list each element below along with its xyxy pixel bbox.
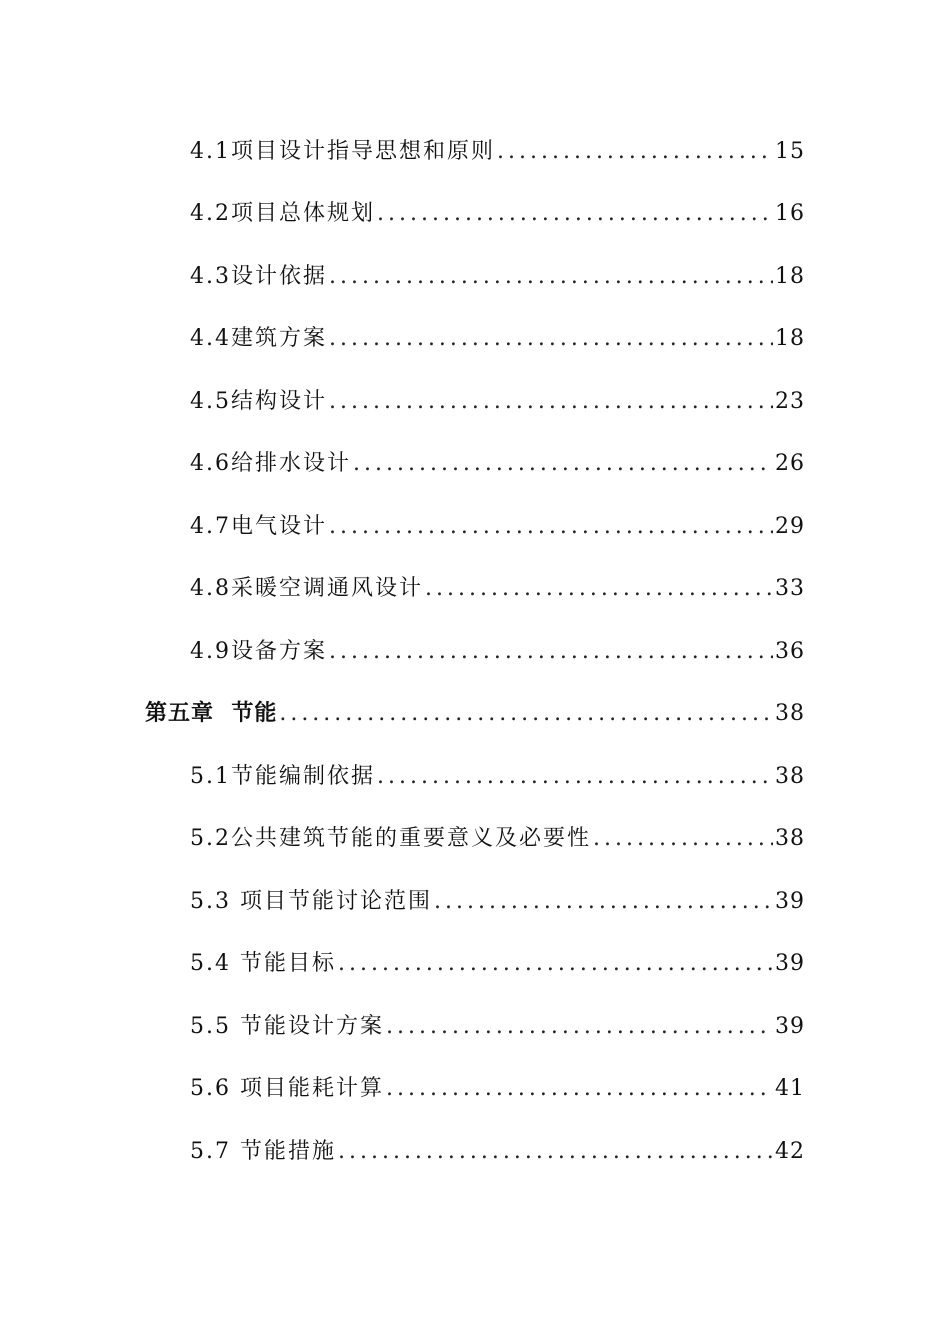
dot-leader xyxy=(329,326,773,351)
toc-entry-5-1[interactable] xyxy=(0,743,950,806)
toc-entry-line xyxy=(190,1134,805,1165)
toc-entry-line xyxy=(190,509,805,540)
toc-entry-4-4[interactable] xyxy=(0,306,950,369)
dot-leader xyxy=(338,1139,773,1164)
toc-entry-label: 5.6 项目能耗计算 xyxy=(190,1076,384,1102)
toc-page-number: 15 xyxy=(775,138,805,164)
toc-entry-5-7[interactable] xyxy=(0,1118,950,1181)
toc-entry-line xyxy=(190,1071,805,1102)
toc-page-number: 39 xyxy=(775,951,805,977)
toc-page-number: 38 xyxy=(775,763,805,789)
toc-entry-label: 5.3 项目节能讨论范围 xyxy=(190,888,432,914)
toc-entry-label: 5.2公共建筑节能的重要意义及必要性 xyxy=(190,826,591,852)
toc-page-number: 39 xyxy=(775,888,805,914)
toc-entry-label: 4.3设计依据 xyxy=(190,263,327,289)
toc-entry-5-3[interactable] xyxy=(0,868,950,931)
dot-leader xyxy=(338,951,773,976)
dot-leader xyxy=(329,514,773,539)
toc-entry-label: 4.5结构设计 xyxy=(190,388,327,414)
toc-page-number: 38 xyxy=(775,701,805,727)
toc-entry-4-9[interactable] xyxy=(0,618,950,681)
toc-entry-line xyxy=(190,1009,805,1040)
toc-entry-line xyxy=(190,134,805,165)
toc-entry-label: 4.9设备方案 xyxy=(190,638,327,664)
toc-entry-line xyxy=(190,571,805,602)
toc-entry-label: 4.6给排水设计 xyxy=(190,451,351,477)
toc-page-number: 18 xyxy=(775,326,805,352)
dot-leader xyxy=(497,139,773,164)
toc-entry-label: 5.5 节能设计方案 xyxy=(190,1013,384,1039)
toc-page-number: 41 xyxy=(775,1076,805,1102)
toc-entry-4-3[interactable] xyxy=(0,243,950,306)
toc-entry-label: 5.4 节能目标 xyxy=(190,951,336,977)
toc-entry-line xyxy=(190,384,805,415)
dot-leader xyxy=(386,1076,773,1101)
toc-page-number: 29 xyxy=(775,513,805,539)
toc-entry-line xyxy=(190,321,805,352)
toc-entry-4-2[interactable] xyxy=(0,181,950,244)
dot-leader xyxy=(386,1014,773,1039)
toc-chapter-5[interactable] xyxy=(0,681,950,744)
toc-entry-5-5[interactable] xyxy=(0,993,950,1056)
toc-page-number: 18 xyxy=(775,263,805,289)
toc-entry-label: 4.4建筑方案 xyxy=(190,326,327,352)
dot-leader xyxy=(353,451,773,476)
dot-leader xyxy=(329,389,773,414)
toc-page-number: 42 xyxy=(775,1138,805,1164)
toc-entry-5-2[interactable] xyxy=(0,806,950,869)
toc-entry-label: 4.1项目设计指导思想和原则 xyxy=(190,138,495,164)
toc-entry-4-8[interactable] xyxy=(0,556,950,619)
toc-entry-4-5[interactable] xyxy=(0,368,950,431)
dot-leader xyxy=(434,889,773,914)
toc-page-number: 33 xyxy=(775,576,805,602)
dot-leader xyxy=(329,639,773,664)
dot-leader xyxy=(377,764,773,789)
toc-chapter-label: 第五章 节能 xyxy=(145,700,278,727)
dot-leader xyxy=(377,201,773,226)
dot-leader xyxy=(593,826,773,851)
toc-page-number: 38 xyxy=(775,826,805,852)
toc-entry-5-4[interactable] xyxy=(0,931,950,994)
toc-entry-line xyxy=(190,446,805,477)
toc-entry-4-6[interactable] xyxy=(0,431,950,494)
toc-page-number: 39 xyxy=(775,1013,805,1039)
toc-page-number: 36 xyxy=(775,638,805,664)
toc-entry-label: 5.1节能编制依据 xyxy=(190,763,375,789)
toc-entry-4-1[interactable] xyxy=(0,118,950,181)
toc-entry-label: 4.8采暖空调通风设计 xyxy=(190,576,423,602)
toc-entry-line xyxy=(190,884,805,915)
toc-entry-line xyxy=(145,696,805,727)
toc-entry-line xyxy=(190,634,805,665)
toc-page-number: 23 xyxy=(775,388,805,414)
dot-leader xyxy=(425,576,773,601)
toc-entry-4-7[interactable] xyxy=(0,493,950,556)
toc-entry-line xyxy=(190,759,805,790)
table-of-contents xyxy=(0,118,950,1181)
toc-page-number: 16 xyxy=(775,201,805,227)
toc-entry-line xyxy=(190,821,805,852)
toc-entry-line xyxy=(190,259,805,290)
toc-entry-5-6[interactable] xyxy=(0,1056,950,1119)
toc-page-number: 26 xyxy=(775,451,805,477)
toc-entry-label: 4.2项目总体规划 xyxy=(190,201,375,227)
dot-leader xyxy=(279,701,773,726)
dot-leader xyxy=(329,264,773,289)
toc-entry-line xyxy=(190,196,805,227)
toc-entry-label: 5.7 节能措施 xyxy=(190,1138,336,1164)
toc-entry-label: 4.7电气设计 xyxy=(190,513,327,539)
toc-entry-line xyxy=(190,946,805,977)
